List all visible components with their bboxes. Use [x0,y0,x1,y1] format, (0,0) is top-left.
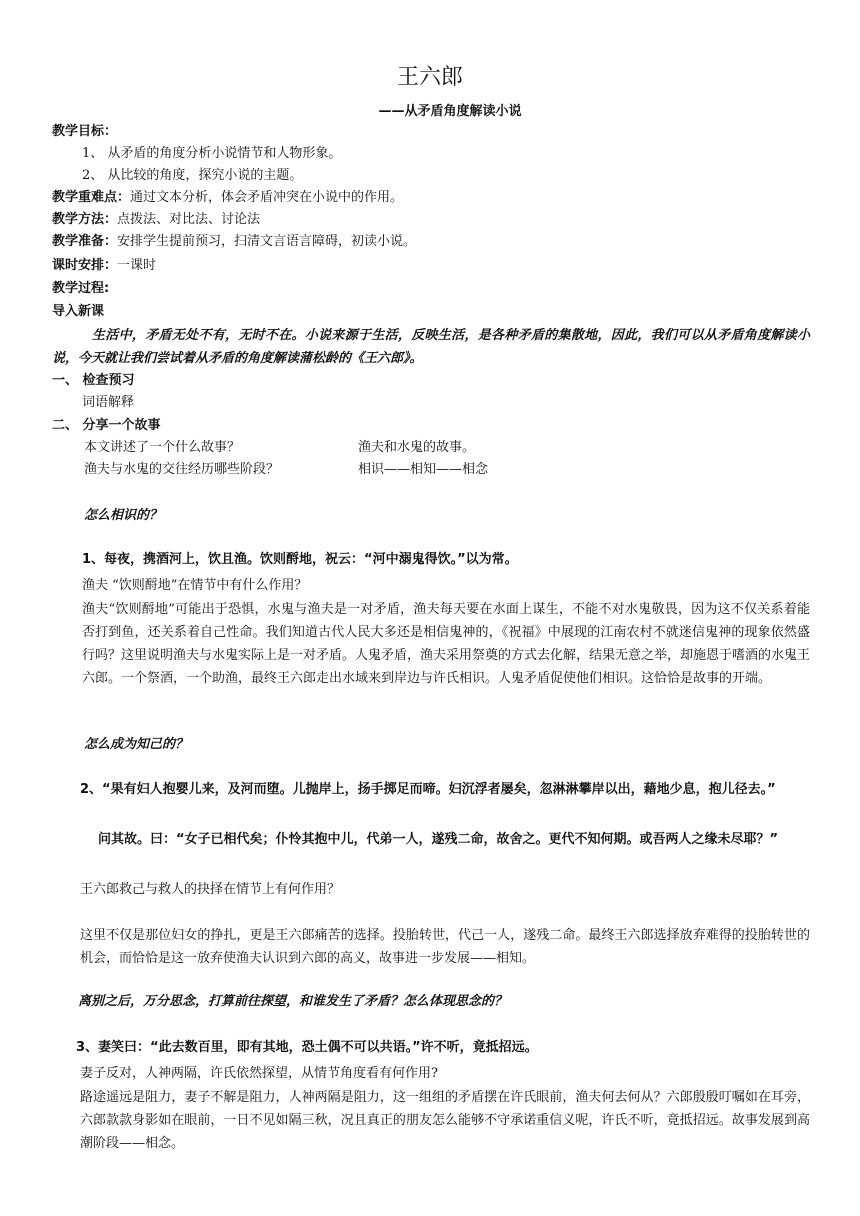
schedule-label: 课时安排： [52,258,118,273]
part2-quote-b: 问其故。曰：“女子已相代矣；仆怜其抱中儿，代弟一人，遂残二命，故舍之。更代不知何期。或吾两人之缘未尽耶？” [98,832,779,847]
part3-question: 离别之后，万分思念，打算前往探望，和谁发生了矛盾？怎么体现思念的？ [78,994,508,1009]
part1-quote: 1、每夜，携酒河上，饮且渔。饮则酹地，祝云：“河中溺鬼得饮。”以为常。 [82,552,518,567]
goal-item-2: 2、 从比较的角度，探究小说的主题。 [82,168,303,183]
section1-item: 词语解释 [82,395,135,410]
preparation-label: 教学准备： [52,234,118,249]
key-points-label: 教学重难点： [52,190,131,205]
part2-question: 怎么成为知己的？ [84,737,189,752]
intro-heading: 导入新课 [52,304,105,319]
part2-quote-a: 2、“果有妇人抱婴儿来，及河而堕。儿抛岸上，扬手掷足而啼。妇沉浮者屡矣，忽淋淋攀岸以出，藉地少息，抱儿径去。” [80,782,776,797]
part1-answer: 渔夫“饮则酹地”可能出于恐惧，水鬼与渔夫是一对矛盾，渔夫每天要在水面上谋生，不能不对水鬼敬畏，因为这不仅关系着能否打到鱼，还关系着自己性命。我们知道古代人民大多还是相信鬼神的，《祝福》中展现的江南农村不就迷信鬼神的现象依然盛行吗？这里说明渔夫与水鬼实际上是一对矛盾。人鬼矛盾，渔夫采用祭奠的方式去化解，结果无意之举，却施恩于嗜酒的水鬼王六郎。一个祭酒，一个助渔，最终王六郎走出水域来到岸边与许氏相识。人鬼矛盾促使他们相识。这恰恰是故事的开端。 [82,602,811,686]
section1-heading: 一、 检查预习 [52,373,135,388]
page-title: 王六郎 [396,65,463,90]
key-points-line [52,188,403,208]
schedule-text: 一课时 [117,258,157,273]
intro-text: 生活中，矛盾无处不有，无时不在。小说来源于生活，反映生活，是各种矛盾的集散地，因此，我们可以从矛盾角度解读小说，今天就让我们尝试着从矛盾的角度解读蒲松龄的《王六郎》。 [52,328,810,366]
process-label: 教学过程: [52,281,110,296]
methods-line [52,210,260,230]
part3-answer: 路途遥远是阻力，妻子不解是阻力，人神两隔是阻力，这一组组的矛盾摆在许氏眼前，渔夫何去何从？六郎殷殷叮嘱如在耳旁，六郎款款身影如在眼前，一日不见如隔三秋，况且真正的朋友怎么能够不守承诺重信义呢，许氏不听，竟抵招远。故事发展到高潮阶段——相念。 [80,1090,810,1151]
part3-quote: 3、妻笑曰：“此去数百里，即有其地，恐土偶不可以共语。”许不听，竟抵招远。 [76,1040,538,1055]
preparation-text: 安排学生提前预习，扫清文言语言障碍，初读小说。 [117,234,417,249]
page-subtitle: ——从矛盾角度解读小说 [378,104,522,119]
section2-answer-2: 相识——相知——相念 [358,462,489,477]
key-points-text: 通过文本分析，体会矛盾冲突在小说中的作用。 [130,190,404,205]
section2-question-1: 本文讲述了一个什么故事？ [84,440,241,455]
goal-item-1: 1、 从矛盾的角度分析小说情节和人物形象。 [82,146,342,161]
section2-heading: 二、 分享一个故事 [52,418,161,433]
section2-question-2: 渔夫与水鬼的交往经历哪些阶段？ [84,462,280,477]
part3-ask: 妻子反对，人神两隔，许氏依然探望，从情节角度看有何作用? [80,1066,438,1081]
part1-question: 怎么相识的？ [84,508,163,523]
methods-label: 教学方法： [52,212,118,227]
schedule-line [52,256,156,276]
part2-ask: 王六郎救己与救人的抉择在情节上有何作用？ [80,882,341,897]
section2-answer-1: 渔夫和水鬼的故事。 [358,440,476,455]
goals-label: 教学目标： [52,124,118,139]
part2-answer: 这里不仅是那位妇女的挣扎，更是王六郎痛苦的选择。投胎转世，代己一人，遂残二命。最终王六郎选择放弃难得的投胎转世的机会，而恰恰是这一放弃使渔夫认识到六郎的高义，故事进一步发展——相知。 [80,928,810,966]
methods-text: 点拨法、对比法、讨论法 [117,212,261,227]
part1-ask: 渔夫 “饮则酹地”在情节中有什么作用？ [82,578,308,593]
preparation-line [52,232,416,252]
